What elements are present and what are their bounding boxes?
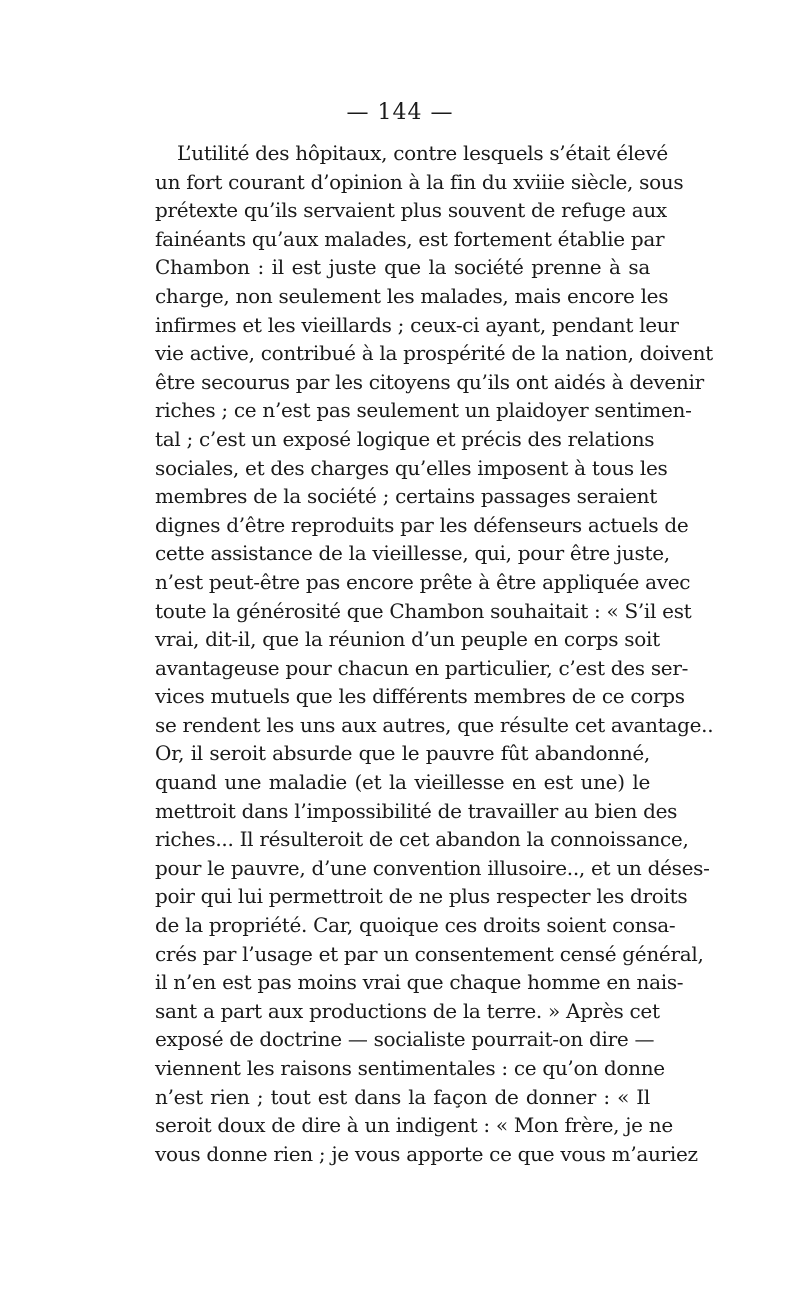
page-number: — 144 — — [346, 100, 454, 125]
text-line: toute la générosité que Chambon souhaitait : « S’il est — [155, 598, 692, 623]
text-line: tal ; c’est un exposé logique et précis des relations — [155, 426, 655, 451]
text-line: membres de la société ; certains passages seraient — [155, 484, 657, 509]
body-text — [155, 139, 714, 1168]
text-line: fainéants qu’aux malades, est fortement établie par — [155, 226, 665, 251]
text-line: un fort courant d’opinion à la fin du xviiie siècle, sous — [155, 169, 684, 194]
text-line: être secourus par les citoyens qu’ils ont aidés à devenir — [155, 369, 704, 394]
text-line: se rendent les uns aux autres, que résulte cet avantage.. — [155, 712, 714, 737]
text-line: seroit doux de dire à un indigent : « Mon frère, je ne — [155, 1113, 673, 1138]
text-line: vie active, contribué à la prospérité de la nation, doivent — [155, 341, 713, 366]
text-line: exposé de doctrine — socialiste pourrait-on dire — — [155, 1027, 655, 1052]
text-line: il n’en est pas moins vrai que chaque homme en nais- — [155, 970, 684, 995]
text-line: crés par l’usage et par un consentement censé général, — [155, 941, 704, 966]
text-line: de la propriété. Car, quoique ces droits soient consa- — [155, 913, 676, 938]
text-line: avantageuse pour chacun en particulier, c’est des ser- — [155, 655, 689, 680]
text-line: Or, il seroit absurde que le pauvre fût abandonné, — [155, 741, 650, 766]
text-line: pour le pauvre, d’une convention illusoire.., et un déses- — [155, 855, 710, 880]
text-line: dignes d’être reproduits par les défenseurs actuels de — [155, 512, 689, 537]
text-line: vrai, dit-il, que la réunion d’un peuple en corps soit — [155, 627, 660, 652]
text-line: prétexte qu’ils servaient plus souvent de refuge aux — [155, 198, 667, 223]
text-line: quand une maladie (et la vieillesse en est une) le — [155, 770, 650, 795]
text-line: cette assistance de la vieillesse, qui, pour être juste, — [155, 541, 670, 566]
text-line: mettroit dans l’impossibilité de travailler au bien des — [155, 798, 678, 823]
text-line: infirmes et les vieillards ; ceux-ci ayant, pendant leur — [155, 312, 679, 337]
text-line: n’est peut-être pas encore prête à être appliquée avec — [155, 569, 691, 594]
text-line: charge, non seulement les malades, mais encore les — [155, 283, 669, 308]
text-line: vous donne rien ; je vous apporte ce que vous m’auriez — [155, 1141, 698, 1166]
text-line: sant a part aux productions de la terre. » Après cet — [155, 998, 660, 1023]
text-line: vices mutuels que les différents membres de ce corps — [155, 684, 685, 709]
text-line: riches ; ce n’est pas seulement un plaidoyer sentimen- — [155, 398, 692, 423]
text-line: L’utilité des hôpitaux, contre lesquels s’était élevé — [177, 141, 668, 165]
text-line: sociales, et des charges qu’elles imposent à tous les — [155, 455, 668, 480]
text-line: poir qui lui permettroit de ne plus respecter les droits — [155, 884, 688, 909]
text-line: Chambon : il est juste que la société prenne à sa — [155, 255, 650, 280]
text-line: viennent les raisons sentimentales : ce qu’on donne — [155, 1056, 665, 1080]
text-line: riches... Il résulteroit de cet abandon la connoissance, — [155, 827, 689, 852]
text-line: n’est rien ; tout est dans la façon de donner : « Il — [155, 1084, 650, 1109]
